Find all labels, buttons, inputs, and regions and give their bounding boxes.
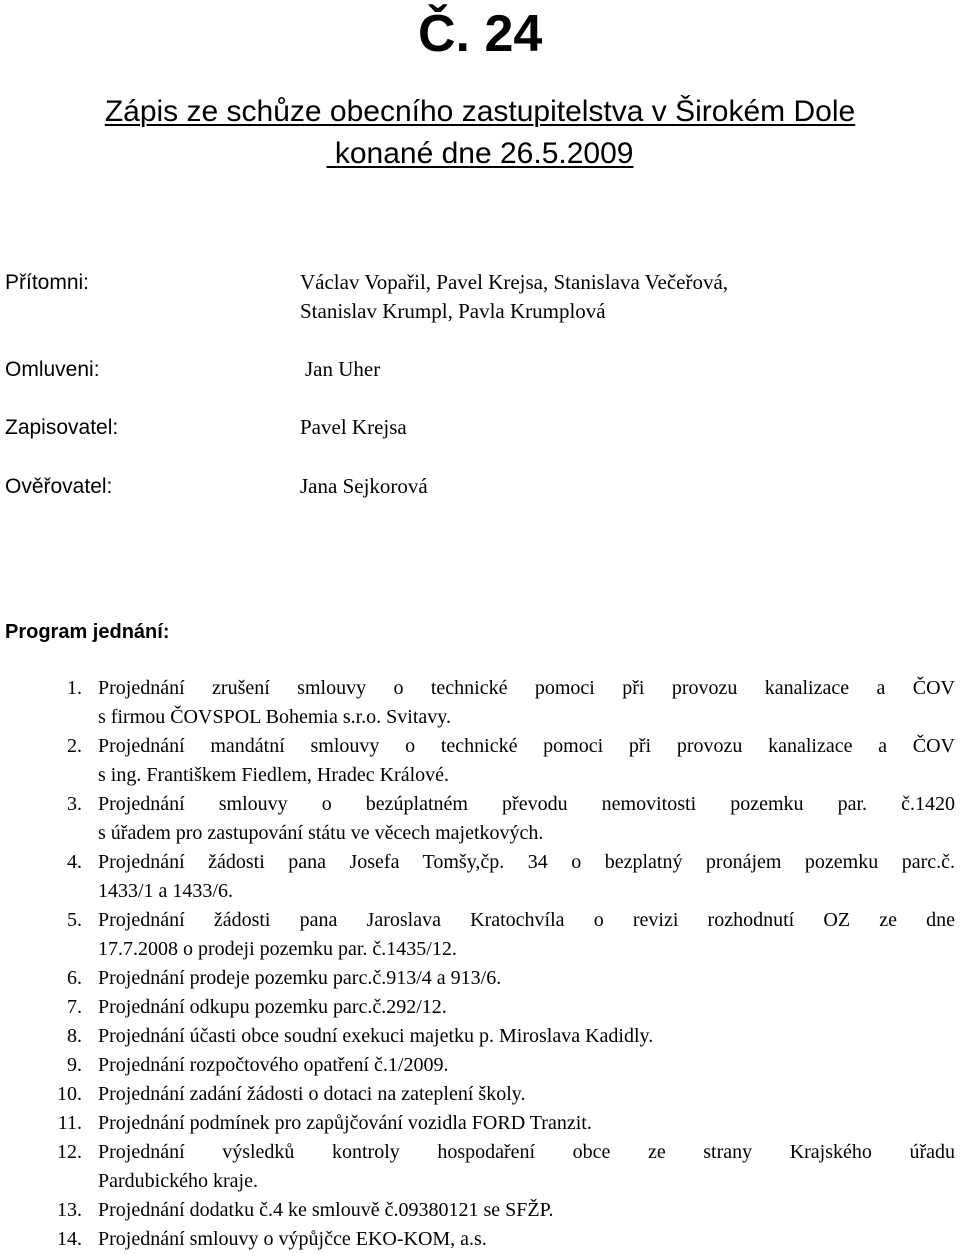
document-title-line-1: Zápis ze schůze obecního zastupitelstva v Širokém Dole — [104, 95, 856, 128]
agenda-item-text — [98, 674, 955, 732]
agenda-item — [0, 1138, 960, 1196]
document-number: Č. 24 — [418, 5, 543, 63]
agenda-item-text — [98, 964, 955, 993]
agenda-item-text — [98, 1080, 955, 1109]
agenda-item-line: Projednání podmínek pro zapůjčování vozidla FORD Tranzit. — [98, 1112, 592, 1134]
agenda-item — [0, 848, 960, 906]
agenda-item-text — [98, 1225, 955, 1254]
agenda-item-number: 14. — [57, 1228, 82, 1250]
recorder-label: Zapisovatel: — [5, 416, 119, 439]
agenda-item-text — [98, 906, 955, 964]
agenda-item — [0, 790, 960, 848]
agenda-item-line: 17.7.2008 o prodeji pozemku par. č.1435/12. — [98, 938, 457, 960]
present-names-line-2: Stanislav Krumpl, Pavla Krumplová — [300, 299, 606, 323]
agenda-item-text — [98, 732, 955, 790]
agenda-item-number: 12. — [57, 1141, 82, 1163]
agenda-item-line: Projednání smlouvy o bezúplatném převodu nemovitosti pozemku par. č.1420 — [98, 793, 955, 815]
agenda-item-line: s firmou ČOVSPOL Bohemia s.r.o. Svitavy. — [98, 706, 451, 728]
verifier-label: Ověřovatel: — [5, 475, 113, 498]
agenda-item-line: s ing. Františkem Fiedlem, Hradec Králové. — [98, 764, 450, 786]
verifier-name: Jana Sejkorová — [300, 474, 428, 498]
agenda-item — [0, 906, 960, 964]
agenda-item-number: 7. — [67, 996, 82, 1018]
agenda-item-number: 6. — [67, 967, 82, 989]
agenda-item-line: Projednání zrušení smlouvy o technické pomoci při provozu kanalizace a ČOV — [98, 677, 955, 699]
agenda-item-line: Projednání účasti obce soudní exekuci majetku p. Miroslava Kadidly. — [98, 1025, 654, 1047]
agenda-item-line: s úřadem pro zastupování státu ve věcech majetkových. — [98, 822, 544, 844]
agenda-item-text — [98, 790, 955, 848]
agenda-item-line: Projednání dodatku č.4 ke smlouvě č.09380121 se SFŽP. — [98, 1199, 554, 1221]
agenda-item-line: Projednání smlouvy o výpůjčce EKO-KOM, a.s. — [98, 1228, 487, 1250]
present-names-line-1: Václav Vopařil, Pavel Krejsa, Stanislava Večeřová, — [300, 270, 729, 294]
agenda-item — [0, 1225, 960, 1254]
agenda-item-number: 1. — [67, 677, 82, 699]
document-title-line-2 — [0, 136, 960, 172]
agenda-item-text — [98, 1196, 955, 1225]
agenda-item — [0, 732, 960, 790]
agenda-item-number: 4. — [67, 851, 82, 873]
excused-name: Jan Uher — [305, 357, 381, 381]
agenda-item-line: Projednání zadání žádosti o dotaci na zateplení školy. — [98, 1083, 526, 1105]
document-title-date: konané dne 26.5.2009 — [326, 137, 634, 170]
agenda-list — [0, 674, 960, 1254]
agenda-item — [0, 1109, 960, 1138]
agenda-item-number: 2. — [67, 735, 82, 757]
agenda-item — [0, 1051, 960, 1080]
agenda-item-line: Projednání žádosti pana Josefa Tomšy,čp. 34 o bezplatný pronájem pozemku parc.č. — [98, 851, 955, 873]
agenda-item — [0, 674, 960, 732]
agenda-item — [0, 993, 960, 1022]
agenda-item — [0, 964, 960, 993]
agenda-item-number: 8. — [67, 1025, 82, 1047]
agenda-item-line: Projednání prodeje pozemku parc.č.913/4 a 913/6. — [98, 967, 502, 989]
agenda-item — [0, 1022, 960, 1051]
agenda-item-text — [98, 993, 955, 1022]
agenda-item-text — [98, 1138, 955, 1196]
excused-label: Omluveni: — [5, 358, 100, 381]
agenda-item-number: 9. — [67, 1054, 82, 1076]
agenda-item-number: 3. — [67, 793, 82, 815]
agenda-item-text — [98, 848, 955, 906]
present-label: Přítomni: — [5, 271, 90, 294]
agenda-item-text — [98, 1022, 955, 1051]
agenda-item-line: Projednání odkupu pozemku parc.č.292/12. — [98, 996, 447, 1018]
agenda-item-number: 10. — [57, 1083, 82, 1105]
agenda-item-line: Projednání mandátní smlouvy o technické pomoci při provozu kanalizace a ČOV — [98, 735, 955, 757]
agenda-item — [0, 1196, 960, 1225]
agenda-item-text — [98, 1051, 955, 1080]
agenda-item-line: Projednání žádosti pana Jaroslava Kratochvíla o revizi rozhodnutí OZ ze dne — [98, 909, 955, 931]
agenda-item-text — [98, 1109, 955, 1138]
agenda-item — [0, 1080, 960, 1109]
agenda-item-line: Pardubického kraje. — [98, 1170, 258, 1192]
agenda-item-line: Projednání rozpočtového opatření č.1/2009. — [98, 1054, 449, 1076]
agenda-item-line: Projednání výsledků kontroly hospodaření obce ze strany Krajského úřadu — [98, 1141, 955, 1163]
agenda-item-number: 13. — [57, 1199, 82, 1221]
agenda-item-number: 11. — [57, 1112, 82, 1134]
agenda-item-number: 5. — [67, 909, 82, 931]
recorder-name: Pavel Krejsa — [300, 415, 407, 439]
program-heading: Program jednání: — [5, 621, 170, 643]
agenda-item-line: 1433/1 a 1433/6. — [98, 880, 233, 902]
